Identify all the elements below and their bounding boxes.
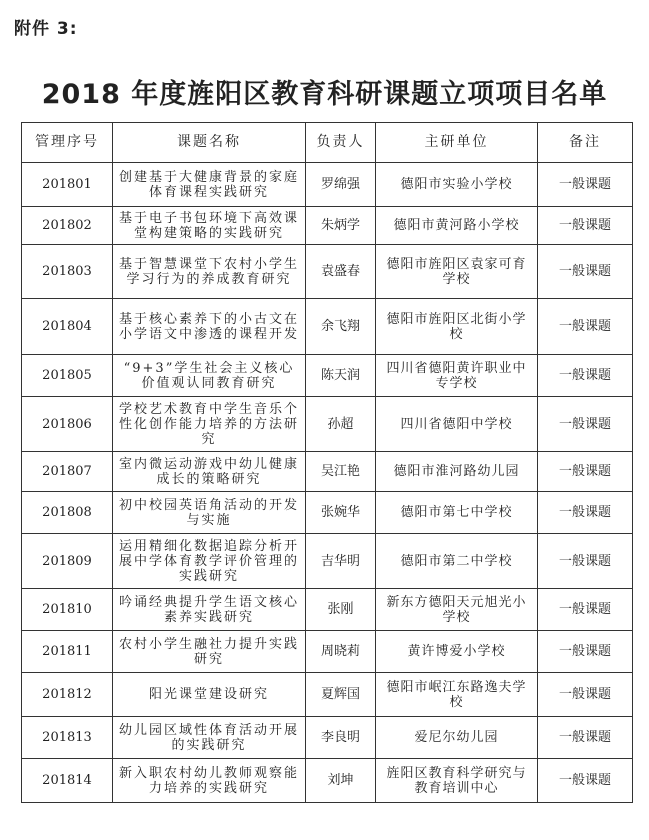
cell-id: 201807 [22, 452, 113, 492]
cell-id: 201805 [22, 355, 113, 397]
cell-unit: 爱尼尔幼儿园 [376, 717, 538, 759]
table-header-row [22, 123, 633, 163]
cell-topic: 阳光课堂建设研究 [113, 673, 306, 717]
cell-id: 201808 [22, 492, 113, 534]
cell-leader: 孙超 [306, 397, 376, 452]
cell-topic: 初中校园英语角活动的开发与实施 [113, 492, 306, 534]
document-title: 2018 年度旌阳区教育科研课题立项项目名单 [41, 79, 608, 110]
cell-id: 201810 [22, 589, 113, 631]
cell-leader: 吉华明 [306, 534, 376, 589]
cell-topic: 学校艺术教育中学生音乐个性化创作能力培养的方法研究 [113, 397, 306, 452]
cell-note: 一般课题 [538, 397, 633, 452]
cell-note: 一般课题 [538, 299, 633, 355]
cell-leader: 刘坤 [306, 759, 376, 803]
table-row [22, 397, 633, 452]
cell-note: 一般课题 [538, 452, 633, 492]
table-row [22, 673, 633, 717]
header-unit: 主研单位 [376, 123, 538, 163]
table-row [22, 452, 633, 492]
table-row [22, 759, 633, 803]
cell-unit: 黄许博爱小学校 [376, 631, 538, 673]
cell-id: 201804 [22, 299, 113, 355]
table-row [22, 492, 633, 534]
cell-leader: 周晓莉 [306, 631, 376, 673]
table-row [22, 355, 633, 397]
cell-note: 一般课题 [538, 245, 633, 299]
cell-unit: 德阳市旌阳区北街小学校 [376, 299, 538, 355]
cell-leader: 吴江艳 [306, 452, 376, 492]
table-row [22, 534, 633, 589]
cell-unit: 四川省德阳黄许职业中专学校 [376, 355, 538, 397]
table-row [22, 717, 633, 759]
cell-unit: 德阳市旌阳区袁家可育学校 [376, 245, 538, 299]
cell-leader: 夏辉国 [306, 673, 376, 717]
cell-topic: 幼儿园区域性体育活动开展的实践研究 [113, 717, 306, 759]
cell-unit: 德阳市淮河路幼儿园 [376, 452, 538, 492]
cell-topic: 运用精细化数据追踪分析开展中学体育教学评价管理的实践研究 [113, 534, 306, 589]
table-row [22, 245, 633, 299]
cell-id: 201812 [22, 673, 113, 717]
cell-leader: 余飞翔 [306, 299, 376, 355]
project-table [21, 122, 633, 803]
cell-unit: 旌阳区教育科学研究与教育培训中心 [376, 759, 538, 803]
cell-id: 201802 [22, 207, 113, 245]
cell-leader: 张刚 [306, 589, 376, 631]
cell-unit: 德阳市第二中学校 [376, 534, 538, 589]
header-topic: 课题名称 [113, 123, 306, 163]
header-id: 管理序号 [22, 123, 113, 163]
cell-topic: 室内微运动游戏中幼儿健康成长的策略研究 [113, 452, 306, 492]
cell-id: 201811 [22, 631, 113, 673]
cell-note: 一般课题 [538, 717, 633, 759]
cell-id: 201801 [22, 163, 113, 207]
cell-topic: 新入职农村幼儿教师观察能力培养的实践研究 [113, 759, 306, 803]
cell-leader: 张婉华 [306, 492, 376, 534]
cell-id: 201803 [22, 245, 113, 299]
cell-note: 一般课题 [538, 631, 633, 673]
cell-leader: 袁盛春 [306, 245, 376, 299]
table-row [22, 207, 633, 245]
attachment-label: 附件 3: [14, 19, 78, 39]
header-note: 备注 [538, 123, 633, 163]
cell-unit: 德阳市实验小学校 [376, 163, 538, 207]
cell-leader: 朱炳学 [306, 207, 376, 245]
table-row [22, 589, 633, 631]
cell-id: 201809 [22, 534, 113, 589]
cell-id: 201806 [22, 397, 113, 452]
cell-unit: 德阳市第七中学校 [376, 492, 538, 534]
cell-note: 一般课题 [538, 673, 633, 717]
cell-id: 201814 [22, 759, 113, 803]
table-body [22, 163, 633, 803]
cell-note: 一般课题 [538, 207, 633, 245]
cell-note: 一般课题 [538, 355, 633, 397]
cell-note: 一般课题 [538, 492, 633, 534]
cell-note: 一般课题 [538, 759, 633, 803]
cell-leader: 陈天润 [306, 355, 376, 397]
table-row [22, 631, 633, 673]
cell-unit: 德阳市黄河路小学校 [376, 207, 538, 245]
cell-topic: 基于电子书包环境下高效课堂构建策略的实践研究 [113, 207, 306, 245]
table-row [22, 299, 633, 355]
cell-topic: 农村小学生融社力提升实践研究 [113, 631, 306, 673]
cell-note: 一般课题 [538, 163, 633, 207]
cell-unit: 新东方德阳天元旭光小学校 [376, 589, 538, 631]
header-leader: 负责人 [306, 123, 376, 163]
cell-topic: 吟诵经典提升学生语文核心素养实践研究 [113, 589, 306, 631]
cell-topic: 基于核心素养下的小古文在小学语文中渗透的课程开发 [113, 299, 306, 355]
cell-note: 一般课题 [538, 534, 633, 589]
cell-id: 201813 [22, 717, 113, 759]
cell-topic: “9+3”学生社会主义核心价值观认同教育研究 [113, 355, 306, 397]
cell-note: 一般课题 [538, 589, 633, 631]
cell-unit: 四川省德阳中学校 [376, 397, 538, 452]
cell-leader: 李良明 [306, 717, 376, 759]
cell-topic: 基于智慧课堂下农村小学生学习行为的养成教育研究 [113, 245, 306, 299]
cell-unit: 德阳市岷江东路逸夫学校 [376, 673, 538, 717]
table-row [22, 163, 633, 207]
cell-leader: 罗绵强 [306, 163, 376, 207]
cell-topic: 创建基于大健康背景的家庭体育课程实践研究 [113, 163, 306, 207]
